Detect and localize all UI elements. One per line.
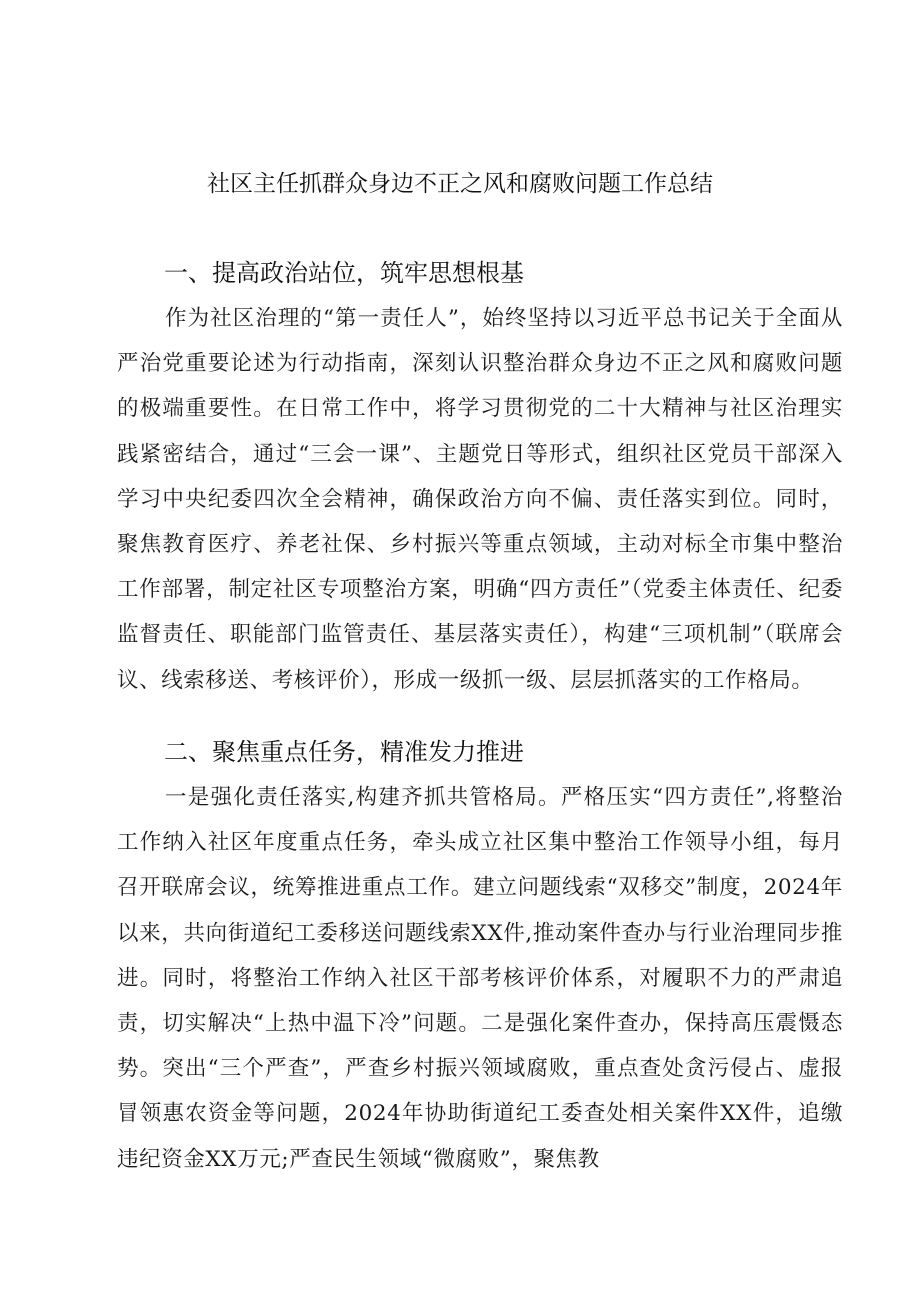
section-body-1: 作为社区治理的“第一责任人”，始终坚持以习近平总书记关于全面从严治党重要论述为行动指南，深刻认识整治群众身边不正之风和腐败问题的极端重要性。在日常工作中，将学习贯彻党的二十大精神与社区治理实践紧密结合，通过“三会一课”、主题党日等形式，组织社区党员干部深入学习中央纪委四次全会精神，确保政治方向不偏、责任落实到位。同时，聚焦教育医疗、养老社保、乡村振兴等重点领域，主动对标全市集中整治工作部署，制定社区专项整治方案，明确“四方责任”（党委主体责任、纪委监督责任、职能部门监管责任、基层落实责任），构建“三项机制”（联席会议、线索移送、考核评价），形成一级抓一级、层层抓落实的工作格局。	[117, 306, 843, 693]
section-heading-1: 一、提高政治站位，筑牢思想根基	[164, 259, 524, 287]
section-heading-2: 二、聚焦重点任务，精准发力推进	[164, 738, 524, 766]
document-title: 社区主任抓群众身边不正之风和腐败问题工作总结	[207, 171, 713, 197]
section-body-2: 一是强化责任落实,构建齐抓共管格局。严格压实“四方责任”,将整治工作纳入社区年度重点任务，牵头成立社区集中整治工作领导小组，每月召开联席会议，统筹推进重点工作。建立问题线索“双移交”制度，2024年以来，共向街道纪工委移送问题线索XX件,推动案件查办与行业治理同步推进。同时，将整治工作纳入社区干部考核评价体系，对履职不力的严肃追责，切实解决“上热中温下冷”问题。二是强化案件查办，保持高压震慑态势。突出“三个严查”，严查乡村振兴领域腐败，重点查处贪污侵占、虚报冒领惠农资金等问题，2024年协助街道纪工委查处相关案件XX件，追缴违纪资金XX万元;严查民生领域“微腐败”，聚焦教	[117, 785, 843, 1172]
